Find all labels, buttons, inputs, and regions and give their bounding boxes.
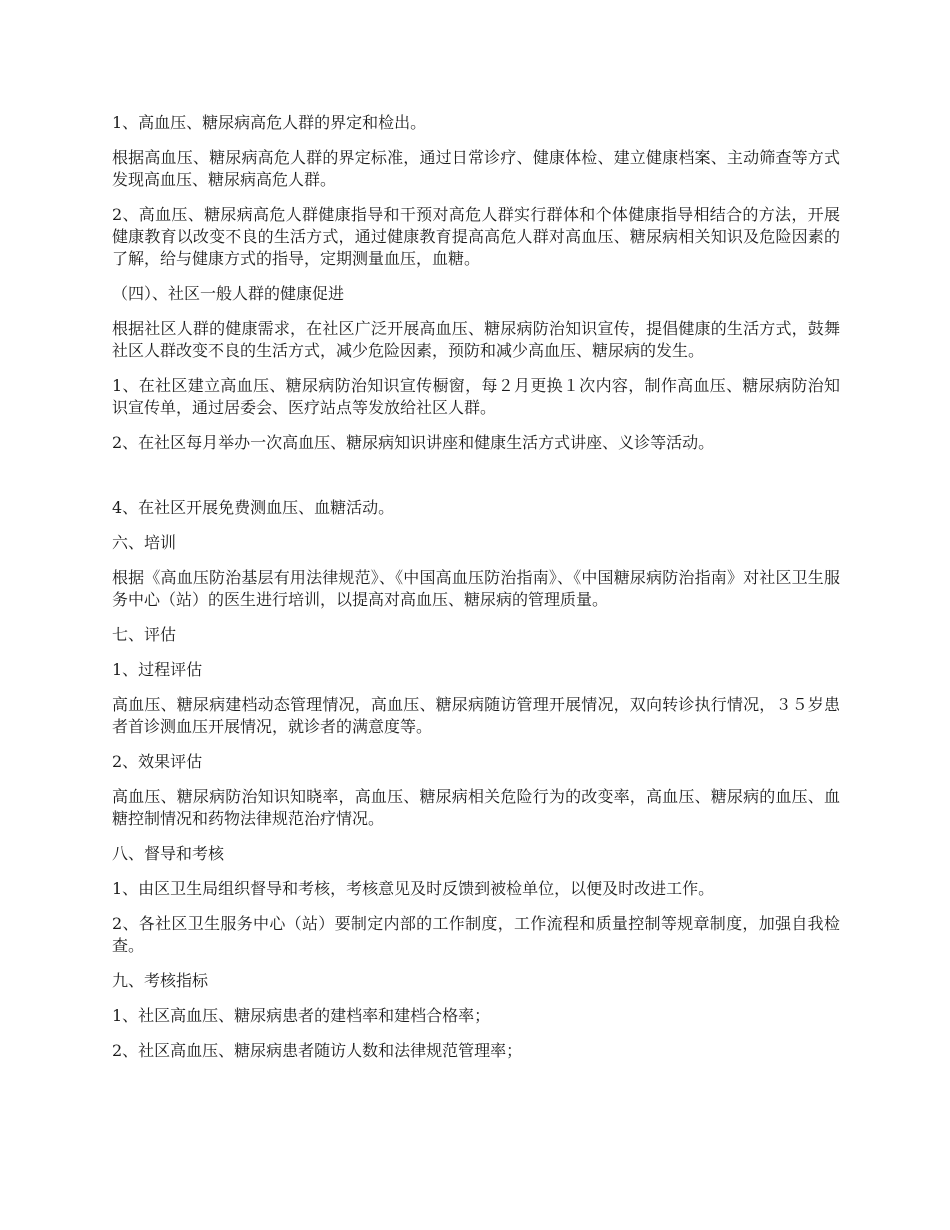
body-paragraph: 根据社区人群的健康需求，在社区广泛开展高血压、糖尿病防治知识宣传，提倡健康的生活方式，鼓舞社区人群改变不良的生活方式，减少危险因素，预防和减少高血压、糖尿病的发生。	[112, 319, 840, 360]
document-page	[112, 112, 840, 1075]
list-item-free-testing: 4、在社区开展免费测血压、血糖活动。	[112, 498, 395, 517]
section-heading-promotion: （四）、社区一般人群的健康促进	[112, 284, 345, 303]
body-paragraph: 高血压、糖尿病防治知识知晓率，高血压、糖尿病相关危险行为的改变率，高血压、糖尿病的血压、血糖控制情况和药物法律规范治疗情况。	[112, 787, 840, 828]
list-item-supervision: 1、由区卫生局组织督导和考核，考核意见及时反馈到被检单位，以便及时改进工作。	[112, 879, 715, 898]
list-item-internal-rules: 2、各社区卫生服务中心（站）要制定内部的工作制度，工作流程和质量控制等规章制度，加强自我检查。	[112, 914, 840, 955]
list-item-showcase: 1、在社区建立高血压、糖尿病防治知识宣传橱窗，每２月更换１次内容，制作高血压、糖尿病防治知识宣传单，通过居委会、医疗站点等发放给社区人群。	[112, 376, 840, 417]
section-heading-supervision: 八、督导和考核	[112, 844, 225, 863]
section-heading-training: 六、培训	[112, 533, 177, 552]
subheading-effect-evaluation: 2、效果评估	[112, 752, 203, 771]
section-heading-indicators: 九、考核指标	[112, 971, 209, 990]
section-heading-evaluation: 七、评估	[112, 625, 177, 644]
list-item-archive-rate: 1、社区高血压、糖尿病患者的建档率和建档合格率；	[112, 1006, 491, 1025]
list-item-guidance: 2、高血压、糖尿病高危人群健康指导和干预对高危人群实行群体和个体健康指导相结合的方法，开展健康教育以改变不良的生活方式，通过健康教育提高高危人群对高血压、糖尿病相关知识及危险因素的了解，给与健康方式的指导，定期测量血压，血糖。	[112, 205, 840, 268]
list-item-follow-up-rate: 2、社区高血压、糖尿病患者随访人数和法律规范管理率；	[112, 1041, 523, 1060]
list-item-identification: 1、高血压、糖尿病高危人群的界定和检出。	[112, 113, 427, 132]
body-paragraph: 高血压、糖尿病建档动态管理情况，高血压、糖尿病随访管理开展情况，双向转诊执行情况，３５岁患者首诊测血压开展情况，就诊者的满意度等。	[112, 695, 840, 736]
blank-gap	[112, 467, 840, 497]
body-paragraph: 根据高血压、糖尿病高危人群的界定标准，通过日常诊疗、健康体检、建立健康档案、主动筛查等方式发现高血压、糖尿病高危人群。	[112, 148, 840, 189]
subheading-process-evaluation: 1、过程评估	[112, 660, 203, 679]
body-paragraph: 根据《高血压防治基层有用法律规范》、《中国高血压防治指南》、《中国糖尿病防治指南》对社区卫生服务中心（站）的医生进行培训，以提高对高血压、糖尿病的管理质量。	[112, 568, 840, 609]
list-item-lectures: 2、在社区每月举办一次高血压、糖尿病知识讲座和健康生活方式讲座、义诊等活动。	[112, 433, 715, 452]
